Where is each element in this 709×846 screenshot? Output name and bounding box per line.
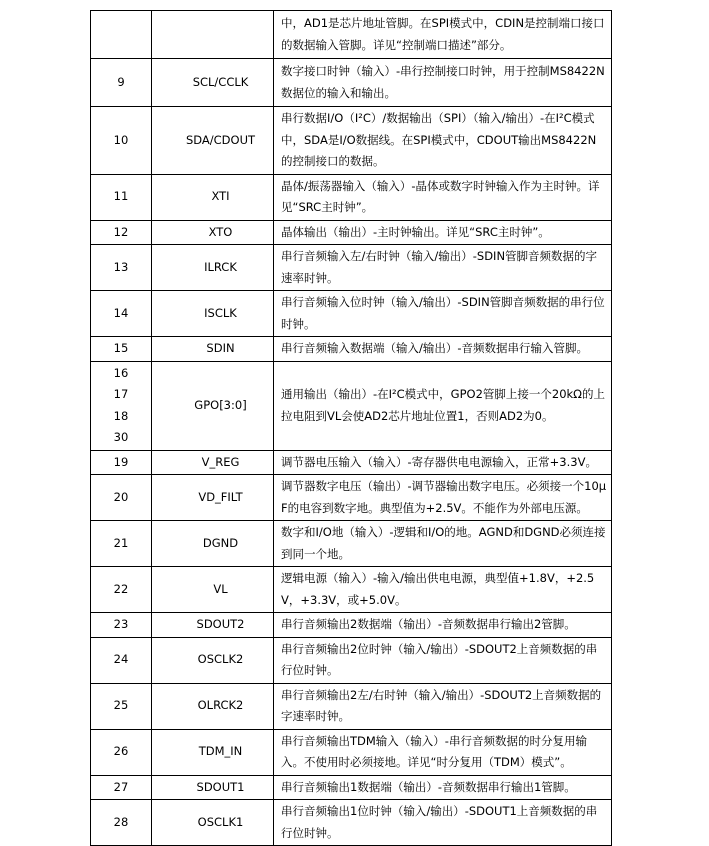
pin-description: 串行音频输出2左/右时钟（输入/输出）-SDOUT2上音频数据的字速率时钟。 — [274, 683, 612, 729]
pin-number: 18 — [113, 408, 129, 423]
pin-name: GPO[3:0] — [152, 361, 274, 450]
pin-number: 11 — [91, 174, 152, 220]
pin-number-group — [91, 361, 152, 450]
pin-description: 通用输出（输出）-在I²C模式中，GPO2管脚上接一个20kΩ的上拉电阻到VL会使AD2芯片地址位置1，否则AD2为0。 — [274, 361, 612, 450]
pin-name: ISCLK — [152, 291, 274, 337]
pin-number: 9 — [91, 59, 152, 107]
table-row — [91, 291, 612, 337]
pin-number: 23 — [91, 613, 152, 638]
table-row — [91, 637, 612, 683]
table-row — [91, 11, 612, 59]
pin-description: 调节器数字电压（输出）-调节器输出数字电压。必须接一个10μF的电容到数字地。典型值为+2.5V。不能作为外部电压源。 — [274, 475, 612, 521]
table-row — [91, 245, 612, 291]
pin-description: 串行音频输入数据端（输入/输出）-音频数据串行输入管脚。 — [274, 337, 612, 362]
pin-name: SDOUT2 — [152, 613, 274, 638]
table-row — [91, 174, 612, 220]
pin-number: 24 — [91, 637, 152, 683]
table-row — [91, 613, 612, 638]
table-row — [91, 59, 612, 107]
pin-description: 晶体输出（输出）-主时钟输出。详见“SRC主时钟”。 — [274, 220, 612, 245]
pin-number: 13 — [91, 245, 152, 291]
pin-number: 25 — [91, 683, 152, 729]
pin-name: XTI — [152, 174, 274, 220]
pin-description: 串行数据I/O（I²C）/数据输出（SPI）（输入/输出）-在I²C模式中，SDA是I/O数据线。在SPI模式中，CDOUT输出MS8422N的控制接口的数据。 — [274, 107, 612, 175]
pin-name: SCL/CCLK — [152, 59, 274, 107]
table-row — [91, 729, 612, 775]
pin-description: 串行音频输出2数据端（输出）-音频数据串行输出2管脚。 — [274, 613, 612, 638]
pin-name: SDIN — [152, 337, 274, 362]
pin-name: SDA/CDOUT — [152, 107, 274, 175]
table-row — [91, 220, 612, 245]
pin-number: 19 — [91, 450, 152, 475]
table-row — [91, 450, 612, 475]
pin-name: V_REG — [152, 450, 274, 475]
table-row — [91, 800, 612, 846]
pin-name: VD_FILT — [152, 475, 274, 521]
table-row — [91, 521, 612, 567]
pin-description: 串行音频输出1数据端（输出）-音频数据串行输出1管脚。 — [274, 775, 612, 800]
table-row — [91, 361, 612, 450]
pin-name: ILRCK — [152, 245, 274, 291]
pin-name: OSCLK2 — [152, 637, 274, 683]
pin-description: 串行音频输入左/右时钟（输入/输出）-SDIN管脚音频数据的字速率时钟。 — [274, 245, 612, 291]
pin-name: SDOUT1 — [152, 775, 274, 800]
pin-number: 26 — [91, 729, 152, 775]
pin-number: 12 — [91, 220, 152, 245]
table-row — [91, 337, 612, 362]
pin-description: 串行音频输出TDM输入（输入）-串行音频数据的时分复用输入。不使用时必须接地。详见“时分复用（TDM）模式”。 — [274, 729, 612, 775]
table-row — [91, 107, 612, 175]
pin-number: 27 — [91, 775, 152, 800]
pin-number: 20 — [91, 475, 152, 521]
table-row — [91, 567, 612, 613]
pin-description: 数字和I/O地（输入）-逻辑和I/O的地。AGND和DGND必须连接到同一个地。 — [274, 521, 612, 567]
pin-description-table — [90, 10, 612, 846]
pin-description: 逻辑电源（输入）-输入/输出供电电源，典型值+1.8V，+2.5V，+3.3V，或+5.0V。 — [274, 567, 612, 613]
pin-number: 16 — [113, 365, 129, 380]
pin-number: 10 — [91, 107, 152, 175]
pin-number: 14 — [91, 291, 152, 337]
table-row — [91, 775, 612, 800]
pin-name: XTO — [152, 220, 274, 245]
pin-number — [91, 11, 152, 59]
pin-name: VL — [152, 567, 274, 613]
pin-number: 21 — [91, 521, 152, 567]
pin-name: OSCLK1 — [152, 800, 274, 846]
pin-name: TDM_IN — [152, 729, 274, 775]
pin-number: 15 — [91, 337, 152, 362]
pin-number: 30 — [113, 430, 129, 444]
pin-description: 数字接口时钟（输入）-串行控制接口时钟，用于控制MS8422N数据位的输入和输出。 — [274, 59, 612, 107]
pin-description: 调节器电压输入（输入）-寄存器供电电源输入，正常+3.3V。 — [274, 450, 612, 475]
pin-number: 17 — [113, 387, 129, 401]
table-row — [91, 683, 612, 729]
pin-description: 中，AD1是芯片地址管脚。在SPI模式中，CDIN是控制端口接口的数据输入管脚。详见“控制端口描述”部分。 — [274, 11, 612, 59]
pin-description: 晶体/振荡器输入（输入）-晶体或数字时钟输入作为主时钟。详见“SRC主时钟”。 — [274, 174, 612, 220]
pin-number: 28 — [91, 800, 152, 846]
pin-name: DGND — [152, 521, 274, 567]
pin-description: 串行音频输出2位时钟（输入/输出）-SDOUT2上音频数据的串行位时钟。 — [274, 637, 612, 683]
pin-name — [152, 11, 274, 59]
pin-description: 串行音频输入位时钟（输入/输出）-SDIN管脚音频数据的串行位时钟。 — [274, 291, 612, 337]
pin-description: 串行音频输出1位时钟（输入/输出）-SDOUT1上音频数据的串行位时钟。 — [274, 800, 612, 846]
table-row — [91, 475, 612, 521]
pin-name: OLRCK2 — [152, 683, 274, 729]
pin-number: 22 — [91, 567, 152, 613]
